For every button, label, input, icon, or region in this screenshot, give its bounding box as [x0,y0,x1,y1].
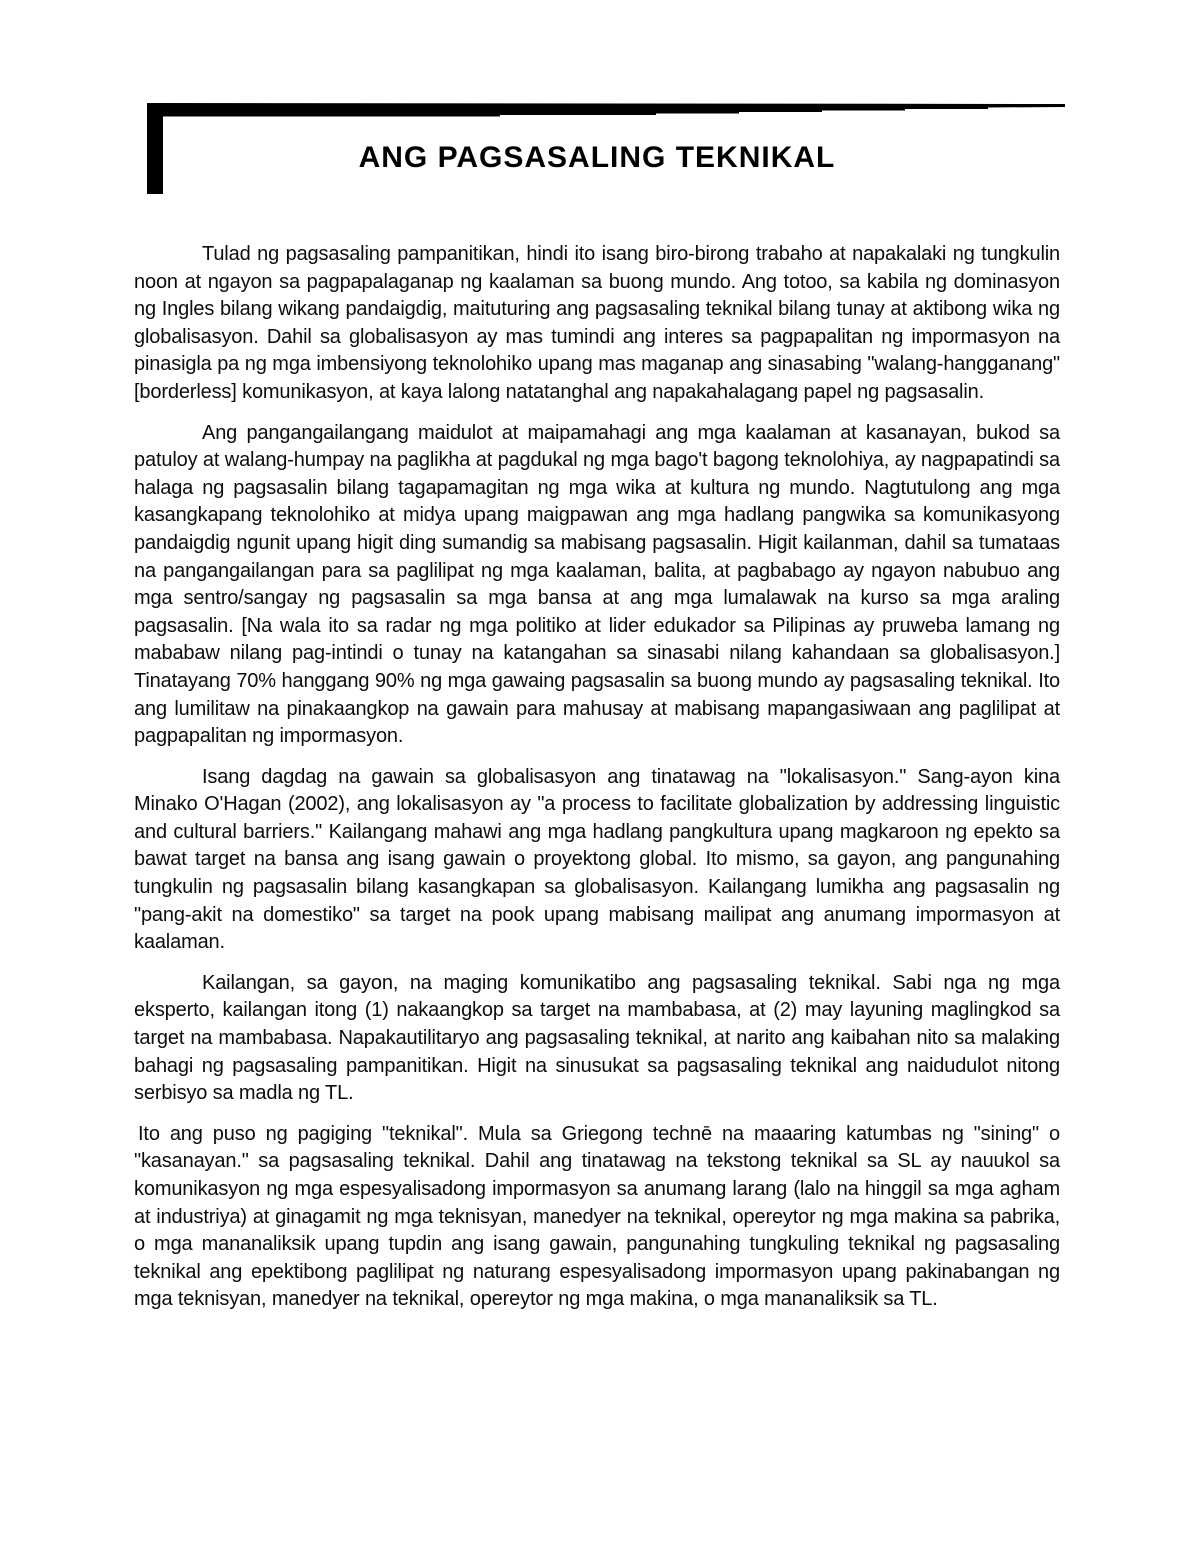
document-body [134,241,1060,1327]
paragraph-1: Tulad ng pagsasaling pampanitikan, hindi ito isang biro-birong trabaho at napakalaki ng tungkulin noon at ngayon sa pagpapalaganap ng kaalaman sa buong mundo. Ang totoo, sa kabila ng dominasyon ng Ingles bilang wikang pandaigdig, maituturing ang pagsasaling teknikal bilang tunay at aktibong wika ng globalisasyon. Dahil sa globalisasyon ay mas tumindi ang interes sa pagpapalitan ng impormasyon na pinasigla pa ng mga imbensiyong teknolohiko upang mas maganap ang sinasabing "walang-hangganang" [borderless] komunikasyon, at kaya lalong natatanghal ang napakahalagang papel ng pagsasalin. [134,243,1060,403]
page-title: ANG PAGSASALING TEKNIKAL [358,141,836,174]
paragraph-3: Isang dagdag na gawain sa globalisasyon ang tinatawag na "lokalisasyon." Sang-ayon kina Minako O'Hagan (2002), ang lokalisasyon ay "a process to facilitate globalization by addressing linguistic and cultural barriers." Kailangang mahawi ang mga hadlang pangkultura upang magkaroon ng epekto sa bawat target na bansa ang isang gawain o proyektong global. Ito mismo, sa gayon, ang pangunahing tungkulin ng pagsasalin bilang kasangkapan sa globalisasyon. Kailangang lumikha ang pagsasalin ng "pang-akit na domestiko" sa target na pook upang mabisang mailipat ang anumang impormasyon at kaalaman. [134,765,1060,954]
paragraph-5: Ito ang puso ng pagiging "teknikal". Mula sa Griegong technē na maaaring katumbas ng "sining" o "kasanayan." sa pagsasaling teknikal. Dahil ang tinatawag na tekstong teknikal sa SL ay nauukol sa komunikasyon ng mga espesyalisadong impormasyon sa anumang larang (lalo na hinggil sa mga agham at industriya) at ginagamit ng mga teknisyan, manedyer na teknikal, opereytor ng mga makina sa pabrika, o mga mananaliksik upang tupdin ang isang gawain, pangunahing tungkuling teknikal ng pagsasaling teknikal ang epektibong paglilipat ng naturang espesyalisadong impormasyon upang pakinabangan ng mga teknisyan, manedyer na teknikal, opereytor ng mga makina, o mga mananaliksik sa TL. [134,1122,1060,1311]
paragraph-4: Kailangan, sa gayon, na maging komunikatibo ang pagsasaling teknikal. Sabi nga ng mga eksperto, kailangan itong (1) nakaangkop sa target na mambabasa, at (2) may layuning maglingkod sa target na mambabasa. Napakautilitaryo ang pagsasaling teknikal, at narito ang kaibahan nito sa malaking bahagi ng pagsasaling pampanitikan. Higit na sinusukat sa pagsasaling teknikal ang naidudulot nitong serbisyo sa madla ng TL. [134,971,1060,1105]
paragraph-2: Ang pangangailangang maidulot at maipamahagi ang mga kaalaman at kasanayan, bukod sa patuloy at walang-humpay na paglikha at pagdukal ng mga bago't bagong teknolohiya, ay nagpapatindi sa halaga ng pagsasalin bilang tagapamagitan ng mga wika at kultura ng mundo. Nagtutulong ang mga kasangkapang teknolohiko at midya upang maigpawan ang mga hadlang pangwika sa komunikasyong pandaigdig ngunit upang higit ding sumandig sa mabisang pagsasalin. Higit kailanman, dahil sa tumataas na pangangailangan para sa paglilipat ng mga kaalaman, balita, at pagbabago ay ngayon nabubuo ang mga sentro/sangay ng pagsasalin sa mga bansa at ang mga lumalawak na kurso sa mga araling pagsasalin. [Na wala ito sa radar ng mga politiko at lider edukador sa Pilipinas ay pruweba lamang ng mababaw nilang pag-intindi o tunay na katangahan sa sinasabi nilang kahandaan sa globalisasyon.] Tinatayang 70% hanggang 90% ng mga gawaing pagsasalin sa buong mundo ay pagsasaling teknikal. Ito ang lumilitaw na pinakaangkop na gawain para mahusay at mabisang mapangasiwaan ang paglilipat at pagpapalitan ng impormasyon. [134,421,1060,748]
header-corner-bar-decoration [0,0,1200,220]
corner-horizontal-bar [147,103,1065,117]
